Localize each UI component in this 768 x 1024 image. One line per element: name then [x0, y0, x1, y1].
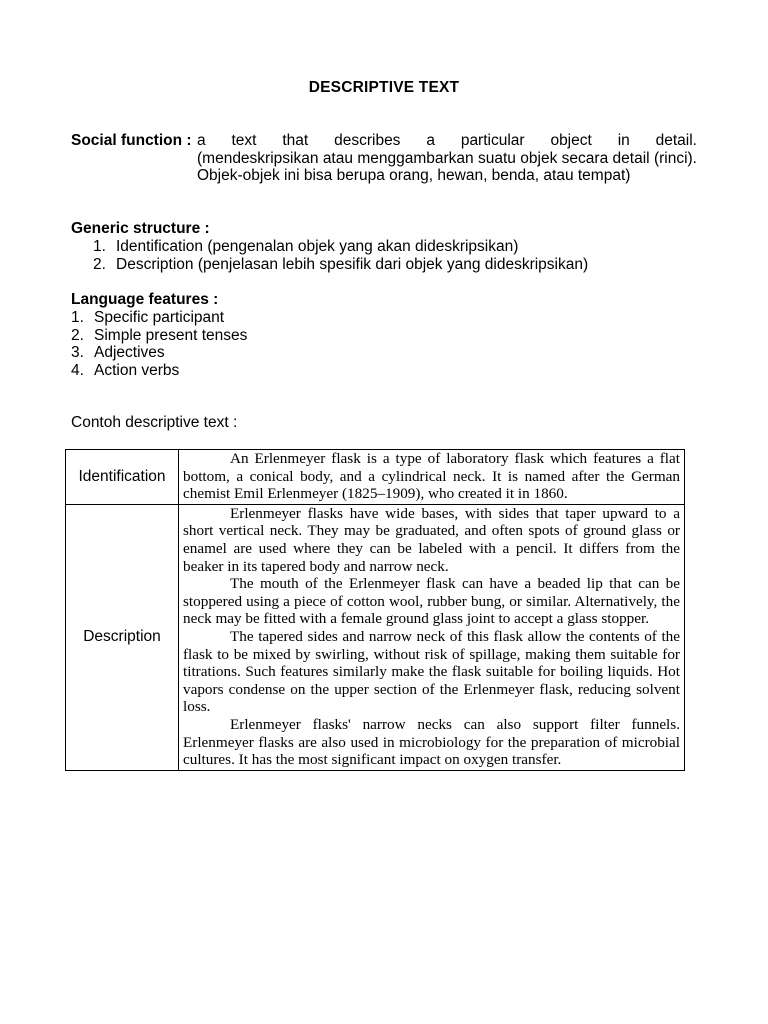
list-item: [93, 256, 588, 274]
list-item-text: Description (penjelasan lebih spesifik dari objek yang dideskripsikan): [116, 256, 589, 273]
list-item: [71, 344, 247, 362]
page-title: DESCRIPTIVE TEXT: [308, 79, 460, 96]
list-item-text: Adjectives: [94, 344, 165, 361]
paragraph: Erlenmeyer flasks have wide bases, with sides that taper upward to a short vertical neck. They may be graduated, and often spots of ground glass or enamel are used where they can be labeled with a pencil. It differs from the beaker in its tapered body and narrow neck.: [183, 504, 680, 575]
example-table: [65, 449, 685, 771]
identification-label: Identification: [66, 450, 179, 505]
list-item-text: Action verbs: [94, 361, 180, 379]
list-item: [71, 327, 247, 345]
list-item-number: 4.: [71, 361, 84, 379]
table-row-identification: [66, 450, 685, 505]
generic-structure-list: [93, 238, 588, 274]
list-item-number: 1.: [71, 309, 84, 326]
identification-content: [179, 450, 685, 505]
paragraph: An Erlenmeyer flask is a type of laboratory flask which features a flat bottom, a conical body, and a cylindrical neck. It is named after the German chemist Emil Erlenmeyer (1825–1909), who created it in 1860.: [183, 450, 680, 503]
list-item: [93, 238, 588, 256]
list-item-text: Identification (pengenalan objek yang akan dideskripsikan): [116, 238, 519, 255]
paragraph: The mouth of the Erlenmeyer flask can have a beaded lip that can be stoppered using a piece of cotton wool, rubber bung, or similar. Alternatively, the neck may be fitted with a female ground glass joint to accept a glass stopper.: [183, 575, 680, 628]
list-item: [71, 362, 247, 380]
social-function-heading: Social function :: [71, 132, 192, 149]
language-features-heading: Language features :: [71, 291, 219, 308]
paragraph: The tapered sides and narrow neck of this flask allow the contents of the flask to be mixed by swirling, without risk of spillage, making them suitable for titrations. Such features similarly make the flask suitable for boiling liquids. Hot vapors condense on the upper section of the Erlenmeyer flask, reducing solvent loss.: [183, 627, 680, 716]
list-item-text: Specific participant: [94, 309, 225, 326]
social-function-section: [71, 132, 697, 185]
list-item-number: 2.: [71, 326, 84, 344]
social-function-first-line: a text that describes a particular object in detail.: [197, 132, 697, 149]
generic-structure-heading: Generic structure :: [71, 220, 210, 237]
language-features-list: [71, 309, 247, 379]
list-item-text: Simple present tenses: [94, 326, 248, 344]
description-content: [179, 504, 685, 770]
table-row-description: [66, 504, 685, 770]
list-item: [71, 309, 247, 327]
description-label: Description: [66, 504, 179, 770]
example-intro-label: Contoh descriptive text :: [71, 414, 238, 431]
list-item-number: 3.: [71, 344, 84, 361]
social-function-text: [197, 132, 697, 185]
social-function-rest: (mendeskripsikan atau menggambarkan suatu objek secara detail (rinci). Objek-objek ini bisa berupa orang, hewan, benda, atau tempat): [197, 149, 697, 184]
paragraph: Erlenmeyer flasks' narrow necks can also support filter funnels. Erlenmeyer flasks are also used in microbiology for the preparation of microbial cultures. It has the most significant impact on oxygen transfer.: [183, 715, 680, 769]
list-item-number: 2.: [93, 256, 106, 273]
list-item-number: 1.: [93, 238, 106, 255]
